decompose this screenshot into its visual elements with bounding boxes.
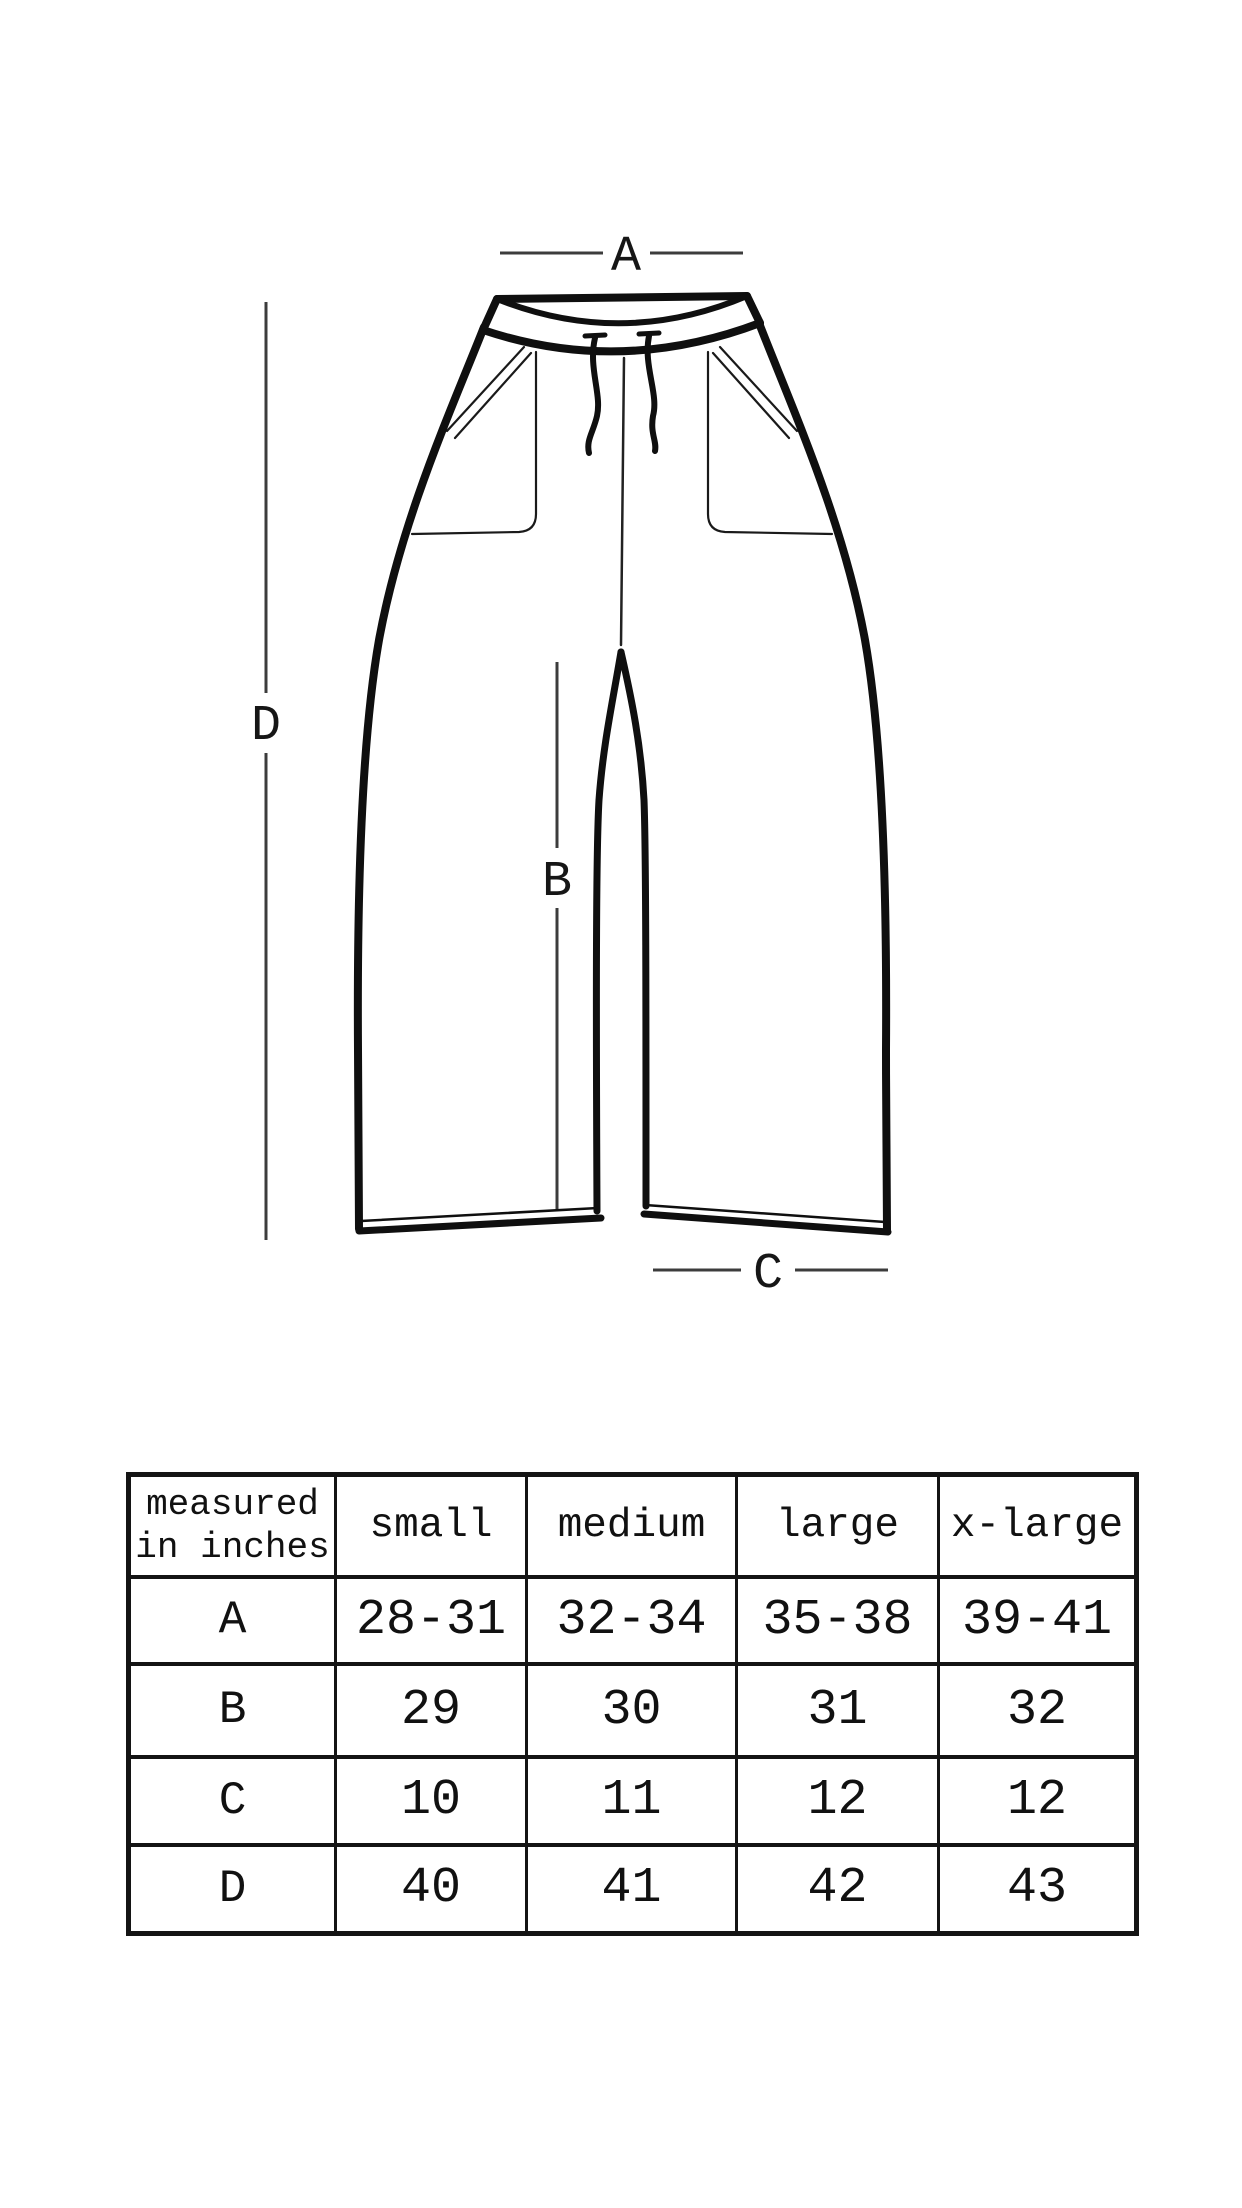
value-b-small: 29 <box>336 1664 527 1757</box>
column-header-x-large: x-large <box>939 1475 1137 1577</box>
value-a-x-large: 39-41 <box>939 1577 1137 1664</box>
waistband-right-edge <box>747 296 760 323</box>
value-d-x-large: 43 <box>939 1845 1137 1934</box>
table-row-a <box>129 1577 1137 1664</box>
left-outer-seam <box>358 327 484 1229</box>
pants-drawing <box>358 296 888 1232</box>
value-d-medium: 41 <box>527 1845 737 1934</box>
label-b-inseam: B <box>541 854 573 911</box>
value-c-x-large: 12 <box>939 1757 1137 1845</box>
units-header-cell <box>129 1475 336 1577</box>
left-pocket-bag <box>412 352 536 534</box>
hems <box>359 1205 888 1232</box>
label-a-waist: A <box>610 229 642 286</box>
value-b-medium: 30 <box>527 1664 737 1757</box>
value-d-large: 42 <box>737 1845 939 1934</box>
value-c-medium: 11 <box>527 1757 737 1845</box>
right-outer-seam <box>759 323 887 1230</box>
center-front-seam <box>621 358 624 645</box>
table-row-b <box>129 1664 1137 1757</box>
label-c-hem: C <box>752 1246 784 1303</box>
drawstring-left-cord <box>588 338 598 453</box>
row-label-d: D <box>129 1845 336 1934</box>
waistband-top-edge <box>497 296 747 299</box>
units-header-line1: measured <box>146 1483 319 1525</box>
right-pocket-bag <box>708 352 832 534</box>
right-inner-seam <box>621 652 646 1206</box>
size-chart-table <box>126 1472 1139 1936</box>
right-hem-edge <box>644 1214 888 1232</box>
value-d-small: 40 <box>336 1845 527 1934</box>
table-row-d <box>129 1845 1137 1934</box>
column-header-small: small <box>336 1475 527 1577</box>
value-c-large: 12 <box>737 1757 939 1845</box>
column-header-medium: medium <box>527 1475 737 1577</box>
left-inner-seam <box>596 652 621 1211</box>
waistband <box>483 296 760 351</box>
value-a-small: 28-31 <box>336 1577 527 1664</box>
value-b-large: 31 <box>737 1664 939 1757</box>
value-a-medium: 32-34 <box>527 1577 737 1664</box>
value-b-x-large: 32 <box>939 1664 1137 1757</box>
label-d-outseam: D <box>250 698 282 755</box>
value-a-large: 35-38 <box>737 1577 939 1664</box>
table-row-c <box>129 1757 1137 1845</box>
row-label-a: A <box>129 1577 336 1664</box>
table-header-row <box>129 1475 1137 1577</box>
row-label-b: B <box>129 1664 336 1757</box>
units-header-line2: in inches <box>135 1526 330 1568</box>
value-c-small: 10 <box>336 1757 527 1845</box>
column-header-large: large <box>737 1475 939 1577</box>
row-label-c: C <box>129 1757 336 1845</box>
